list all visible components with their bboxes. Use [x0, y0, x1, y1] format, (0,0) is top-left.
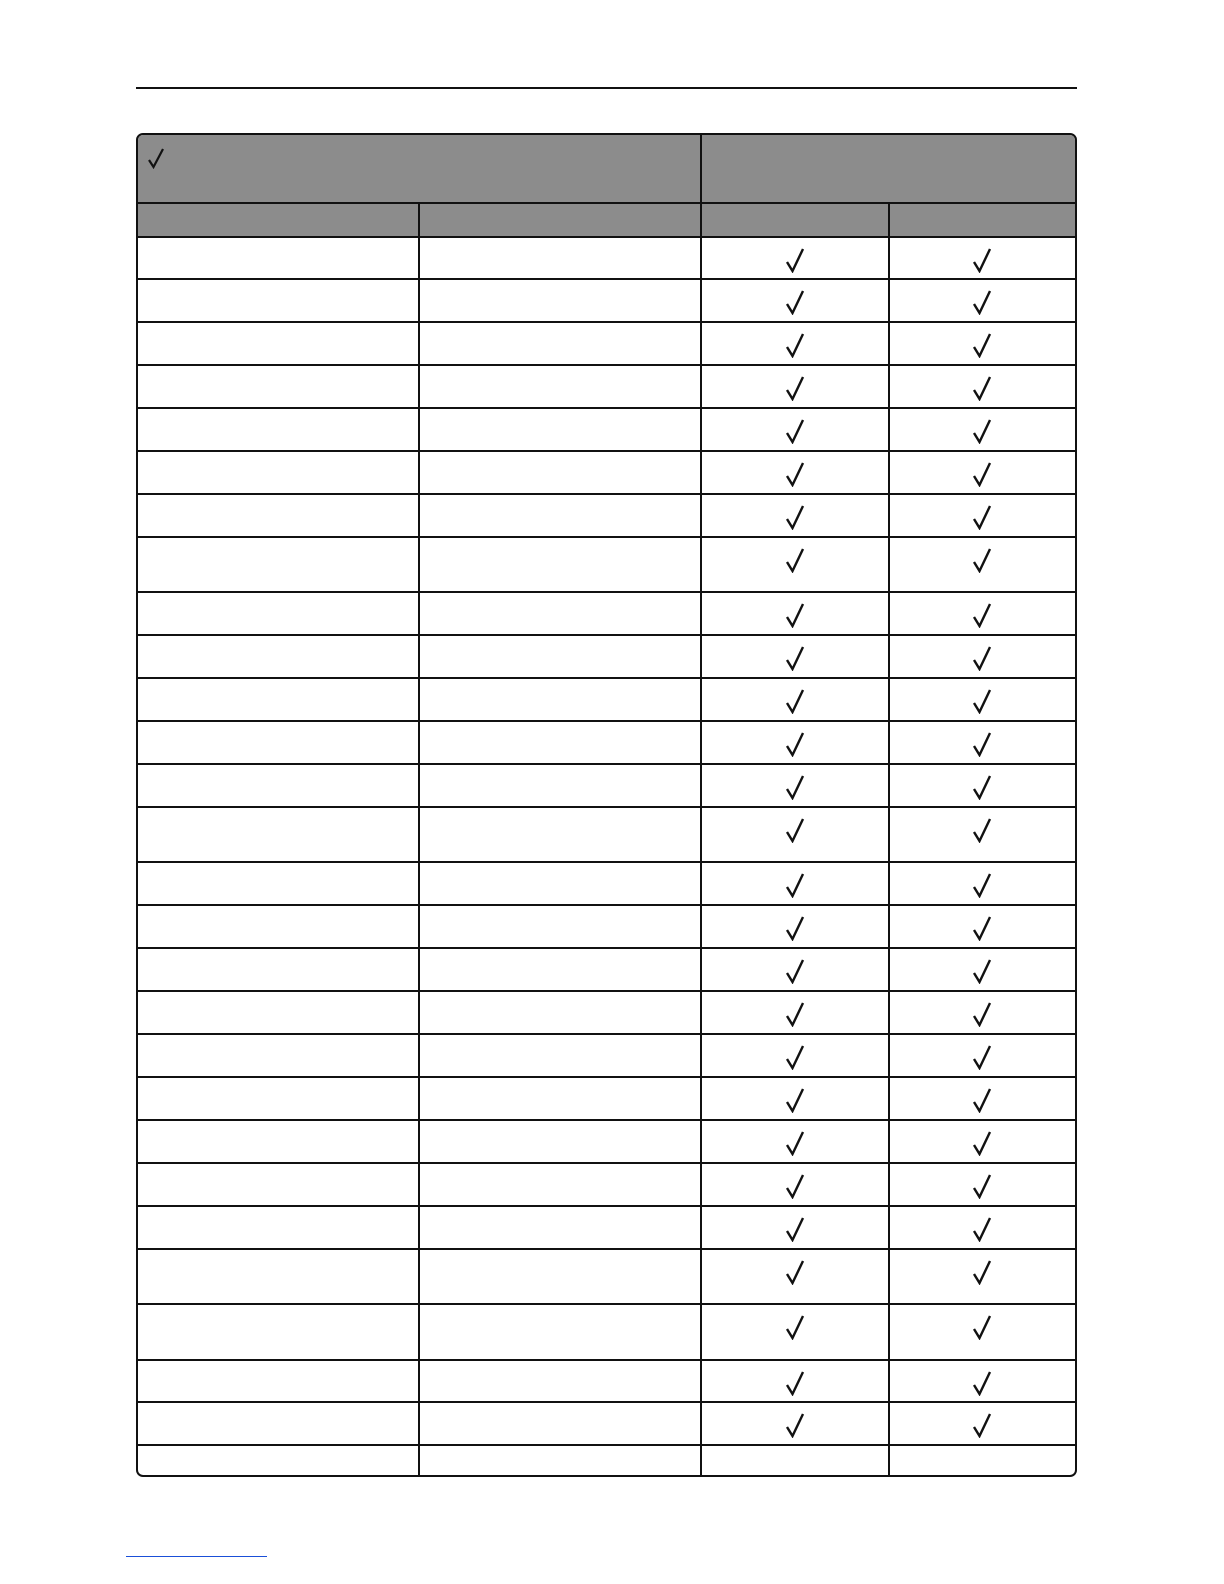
check-icon	[971, 418, 993, 444]
table-row	[138, 537, 1075, 592]
check-icon	[971, 1314, 993, 1340]
table-row	[138, 862, 1075, 905]
table-row	[138, 592, 1075, 635]
check-icon	[784, 1412, 806, 1438]
column-header-1	[138, 203, 419, 237]
check-icon	[784, 332, 806, 358]
legend-header-cell	[138, 135, 701, 203]
check-icon	[971, 289, 993, 315]
check-icon	[147, 147, 165, 169]
table-row	[138, 494, 1075, 537]
table-row	[138, 322, 1075, 365]
check-icon	[971, 1259, 993, 1285]
row-divider	[138, 202, 1075, 204]
check-icon	[784, 461, 806, 487]
table-row	[138, 635, 1075, 678]
table-row	[138, 1249, 1075, 1304]
check-icon	[784, 1216, 806, 1242]
table-row	[138, 237, 1075, 279]
check-icon	[784, 645, 806, 671]
table-row	[138, 1120, 1075, 1163]
check-icon	[971, 1130, 993, 1156]
table-row	[138, 1445, 1075, 1477]
table-row	[138, 1163, 1075, 1206]
check-icon	[971, 872, 993, 898]
table-row	[138, 365, 1075, 408]
table-row	[138, 948, 1075, 991]
check-icon	[784, 1130, 806, 1156]
check-icon	[784, 418, 806, 444]
check-icon	[784, 247, 806, 273]
check-icon	[971, 547, 993, 573]
column-header-3	[701, 203, 889, 237]
check-icon	[971, 375, 993, 401]
table-grid	[138, 135, 1075, 1475]
table-row	[138, 1206, 1075, 1249]
table-row	[138, 1034, 1075, 1077]
check-icon	[971, 1001, 993, 1027]
header-group-cell	[701, 135, 1075, 203]
check-icon	[784, 1044, 806, 1070]
check-icon	[784, 1314, 806, 1340]
check-icon	[784, 602, 806, 628]
check-icon	[784, 1087, 806, 1113]
check-icon	[784, 547, 806, 573]
check-icon	[971, 774, 993, 800]
compatibility-table	[136, 133, 1077, 1477]
table-row	[138, 991, 1075, 1034]
check-icon	[784, 289, 806, 315]
table-row	[138, 721, 1075, 764]
check-icon	[971, 915, 993, 941]
check-icon	[971, 1173, 993, 1199]
check-icon	[971, 731, 993, 757]
table-row	[138, 905, 1075, 948]
check-icon	[971, 1216, 993, 1242]
check-icon	[784, 688, 806, 714]
check-icon	[784, 817, 806, 843]
check-icon	[971, 504, 993, 530]
table-row	[138, 678, 1075, 721]
table-row	[138, 1077, 1075, 1120]
column-header-2	[419, 203, 701, 237]
check-icon	[784, 1259, 806, 1285]
page-header-rule	[136, 87, 1077, 89]
table-row	[138, 807, 1075, 862]
table-row	[138, 1304, 1075, 1360]
check-icon	[971, 602, 993, 628]
table-row	[138, 1360, 1075, 1402]
column-header-4	[889, 203, 1075, 237]
table-row	[138, 451, 1075, 494]
check-icon	[971, 688, 993, 714]
check-icon	[784, 774, 806, 800]
check-icon	[971, 1370, 993, 1396]
check-icon	[784, 375, 806, 401]
check-icon	[784, 915, 806, 941]
check-icon	[971, 1412, 993, 1438]
check-icon	[784, 1173, 806, 1199]
footer-link-underline[interactable]	[126, 1556, 267, 1557]
check-icon	[784, 1370, 806, 1396]
check-icon	[971, 461, 993, 487]
check-icon	[971, 1044, 993, 1070]
check-icon	[971, 332, 993, 358]
check-icon	[784, 731, 806, 757]
check-icon	[971, 645, 993, 671]
check-icon	[971, 1087, 993, 1113]
table-row	[138, 279, 1075, 322]
check-icon	[784, 504, 806, 530]
table-row	[138, 408, 1075, 451]
check-icon	[784, 1001, 806, 1027]
check-icon	[971, 958, 993, 984]
table-row	[138, 1402, 1075, 1445]
check-icon	[971, 247, 993, 273]
check-icon	[784, 872, 806, 898]
check-icon	[971, 817, 993, 843]
table-row	[138, 764, 1075, 807]
check-icon	[784, 958, 806, 984]
